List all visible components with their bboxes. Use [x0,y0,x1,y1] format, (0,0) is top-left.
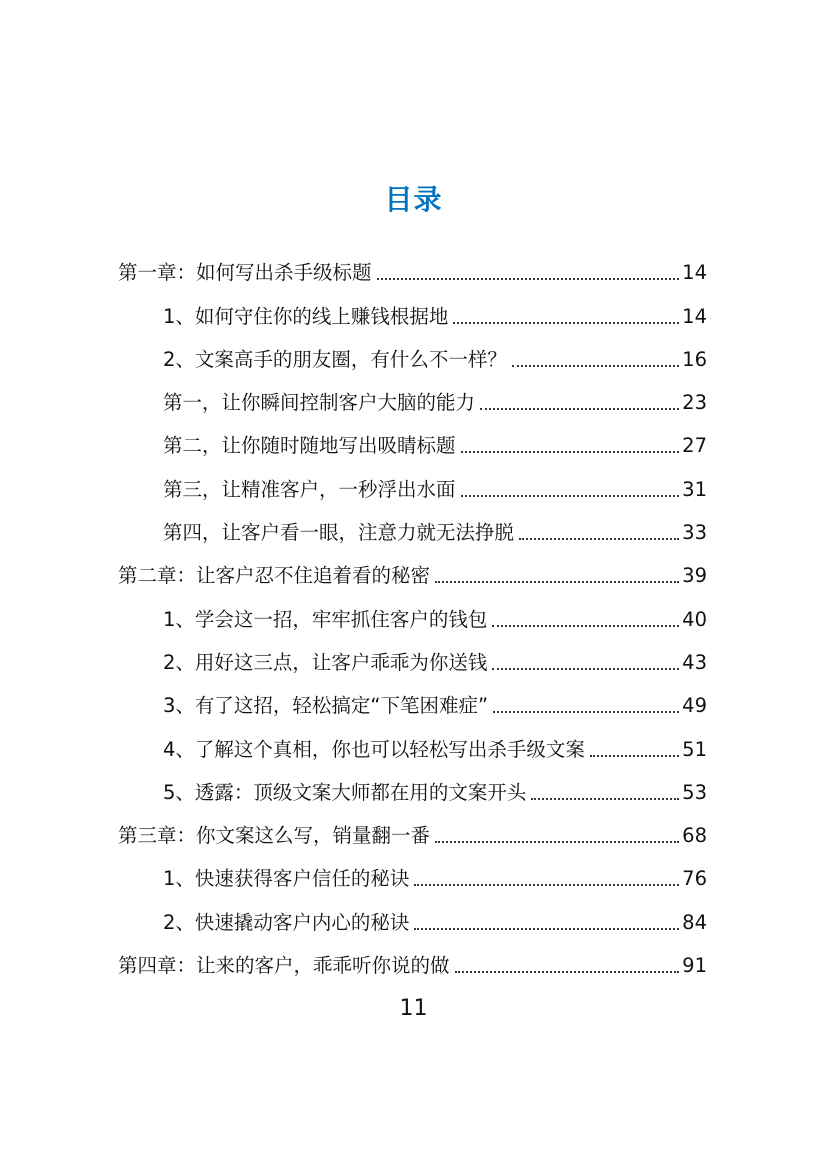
dot-leader [414,884,679,886]
toc-section-entry[interactable] [118,589,707,632]
entry-page-number: 84 [682,910,707,934]
entry-label: 第三章：你文案这么写，销量翻一番 [118,824,431,848]
toc-section-entry[interactable] [118,719,707,762]
toc-section-entry[interactable] [118,892,707,935]
entry-label: 第四章：让来的客户，乖乖听你说的做 [118,954,450,978]
dot-leader [461,495,680,497]
dot-leader [461,451,680,453]
dot-leader [493,711,679,713]
entry-page-number: 39 [682,564,707,588]
entry-label: 第二章：让客户忍不住追着看的秘密 [118,564,431,588]
entry-label: 2、快速撬动客户内心的秘诀 [163,910,410,934]
dot-leader [519,538,679,540]
entry-label: 2、用好这三点，让客户乖乖为你送钱 [163,650,488,674]
toc-section-entry[interactable] [118,373,707,416]
entry-page-number: 40 [682,607,707,631]
entry-page-number: 27 [682,434,707,458]
toc-section-entry[interactable] [118,503,707,546]
entry-label: 1、如何守住你的线上赚钱根据地 [163,304,449,328]
entry-label: 第四，让客户看一眼，注意力就无法挣脱 [163,521,515,545]
toc-section-entry[interactable] [118,286,707,329]
entry-page-number: 76 [682,867,707,891]
toc-chapter-entry[interactable] [118,546,707,589]
toc-section-entry[interactable] [118,459,707,502]
page-number: 11 [399,996,428,1021]
dot-leader [414,928,679,930]
entry-label: 5、透露：顶级文案大师都在用的文案开头 [163,780,527,804]
entry-page-number: 91 [682,954,707,978]
table-of-contents [118,243,707,979]
dot-leader [377,278,680,280]
toc-section-entry[interactable] [118,763,707,806]
entry-page-number: 68 [682,824,707,848]
toc-chapter-entry[interactable] [118,806,707,849]
entry-label: 第一章：如何写出杀手级标题 [118,261,372,285]
entry-page-number: 23 [682,391,707,415]
dot-leader [453,322,679,324]
entry-label: 第一，让你瞬间控制客户大脑的能力 [163,391,476,415]
entry-page-number: 31 [682,477,707,501]
dot-leader [492,625,679,627]
dot-leader [531,798,679,800]
toc-title: 目录 [384,183,443,216]
entry-page-number: 43 [682,650,707,674]
entry-page-number: 51 [682,737,707,761]
toc-section-entry[interactable] [118,849,707,892]
dot-leader [590,755,679,757]
entry-label: 1、学会这一招，牢牢抓住客户的钱包 [163,607,488,631]
entry-page-number: 49 [682,694,707,718]
dot-leader [435,841,679,843]
entry-page-number: 14 [682,261,707,285]
toc-section-entry[interactable] [118,633,707,676]
entry-page-number: 14 [682,304,707,328]
entry-page-number: 33 [682,521,707,545]
toc-section-entry[interactable] [118,676,707,719]
entry-label: 2、文案高手的朋友圈，有什么不一样？ [163,347,507,371]
entry-label: 第二，让你随时随地写出吸睛标题 [163,434,456,458]
dot-leader [455,971,680,973]
toc-chapter-entry[interactable] [118,243,707,286]
dot-leader [512,365,679,367]
entry-page-number: 53 [682,780,707,804]
toc-chapter-entry[interactable] [118,936,707,979]
dot-leader [492,668,679,670]
entry-label: 1、快速获得客户信任的秘诀 [163,867,410,891]
entry-page-number: 16 [682,347,707,371]
entry-label: 第三，让精准客户，一秒浮出水面 [163,477,456,501]
entry-label: 4、了解这个真相，你也可以轻松写出杀手级文案 [163,737,585,761]
dot-leader [435,581,679,583]
toc-section-entry[interactable] [118,416,707,459]
dot-leader [480,408,679,410]
toc-section-entry[interactable] [118,330,707,373]
entry-label: 3、有了这招，轻松搞定“下笔困难症” [163,694,489,718]
